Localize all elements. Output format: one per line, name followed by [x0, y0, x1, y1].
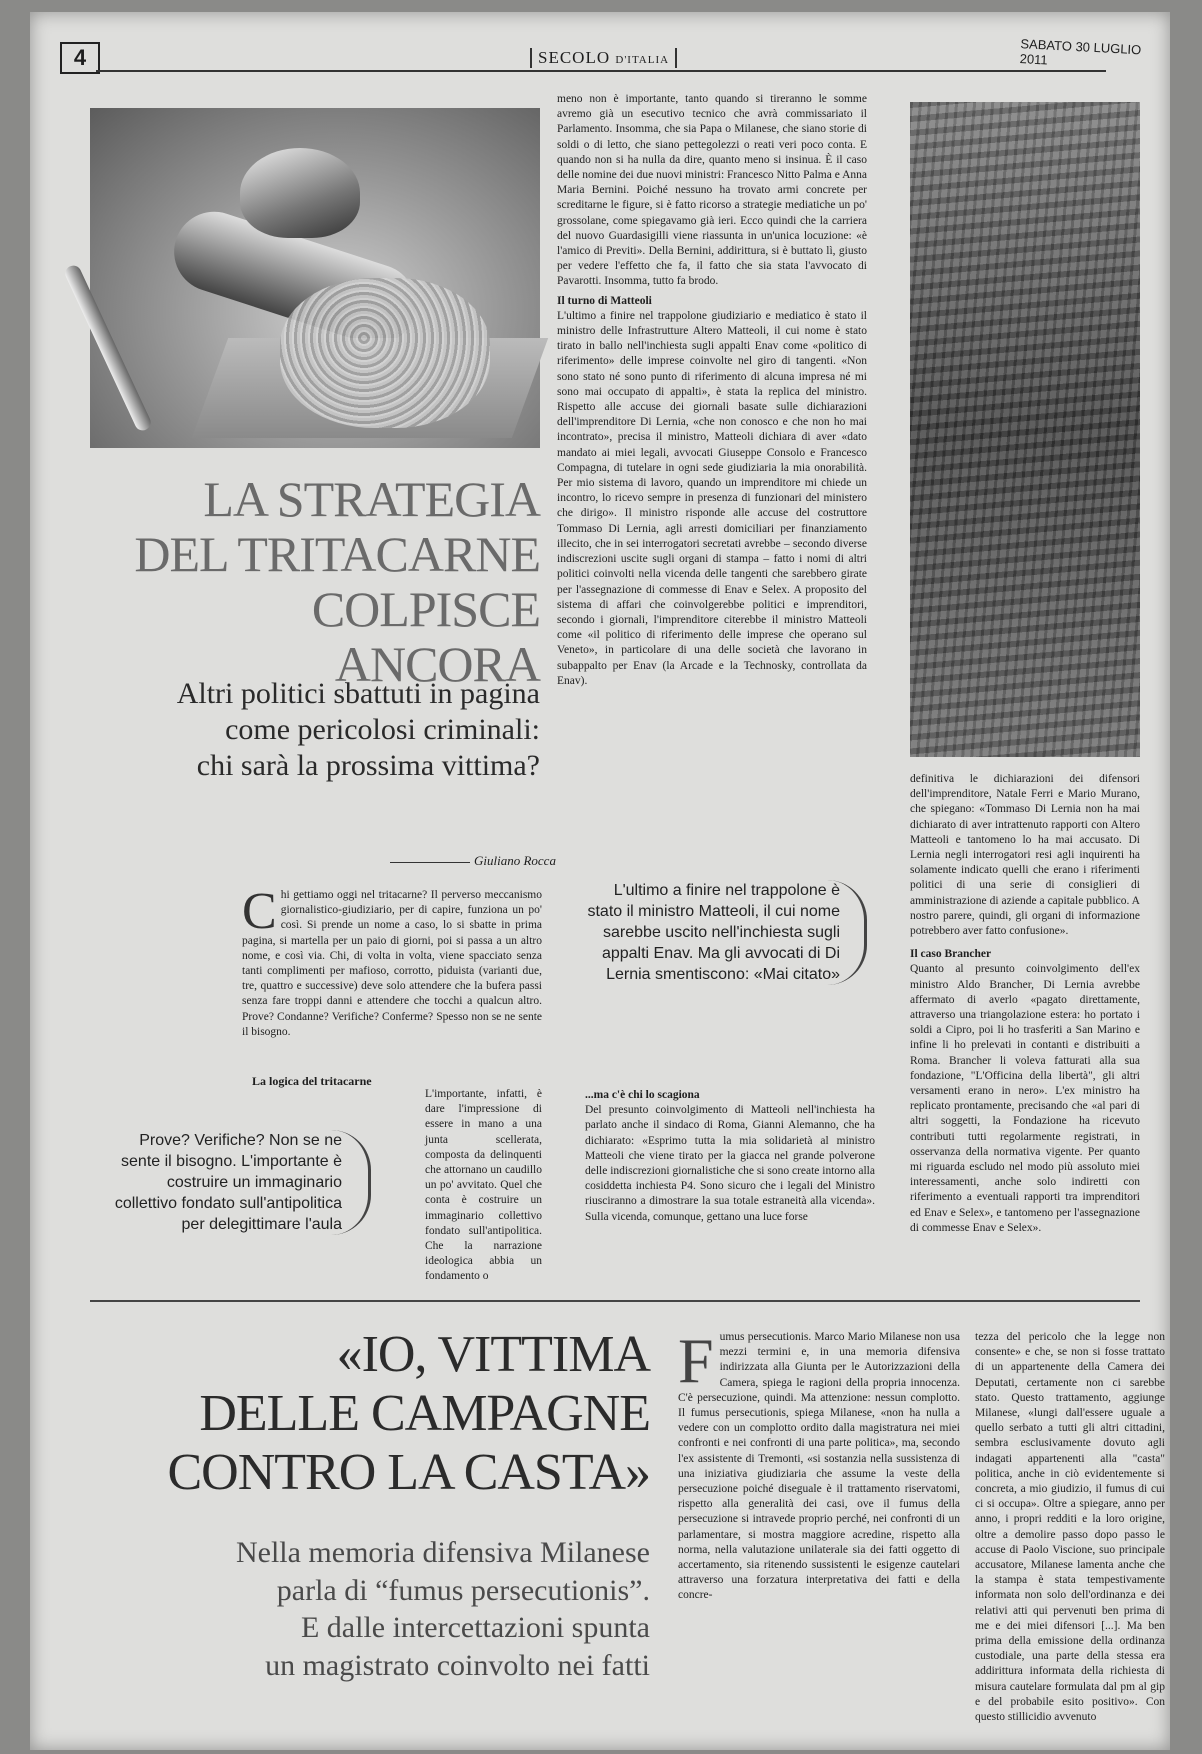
article2-text-1: umus persecutionis. Marco Mario Milanese non usa mezzi termini e, in una memoria difensiva indirizzata alla Giunta per le Autorizzazioni della Camera, spiega le ragioni della propria innocenza. C'è persecuzione, quindi. Ma attenzione: nessun complotto. Il fumus persecutionis, spiega Milanese, «non ha nulla a vedere con un complotto ordito dalla magistratura nei miei confronti e nei confronti di una parte politica», ma, secondo l'ex assistente di Tremonti, «si sostanzia nella sussistenza di una iniziativa giudiziaria che assume la veste della persecuzione poiché diseguale è il trattamento riservatomi, rispetto alla generalità dei casi, ove il fumus della persecuzione si intravede proprio perché, nei confronti di un parlamentare, si mostra maggiore acredine, rispetto alla norma, nella valutazione unilaterale sia dei fatti oggetto di accertamento, sia ritenendo sussistenti le esigenze cautelari attraverso una forzatura interpretativa dei fatti e della concre- — [678, 1331, 960, 1602]
mid-paragraph: meno non è importante, tanto quando si tireranno le somme avremo già un esecutivo tecnico che avrà commissariato il Parlamento. Insomma, che sia Papa o Milanese, che siano storie di soldi o di letto, che siano pettegolezzi o reati veri poco conta. E quando non si ha nulla da dire, quanto meno si insinua. È il caso delle nomine dei due nuovi ministri: Francesco Nitto Palma e Anna Maria Bernini. Poiché nessuno ha trovato armi concrete per screditarne le figure, si è fatto ricorso a strategie mediatiche un po' grossolane, come spiegavamo già ieri. Ecco quindi che la carriera del nuovo Guardasigilli viene riassunta in un'unica locuzione: «è l'amico di Previti». Della Bernini, addirittura, si è buttato lì, giusto per vedere l'effetto che fa, il fatto che sia stata l'avvocato di Pavarotti. Insomma, tutto fa brodo. — [557, 93, 867, 288]
article2-column-1 — [678, 1325, 960, 1604]
article1-headline — [100, 472, 540, 692]
drop-cap: F — [678, 1325, 714, 1396]
article2-column-2: tezza del pericolo che la legge non consente» e che, se non si fosse trattato di un appartenente della Camera dei Deputati, certamente non ci sarebbe stato. Questo trattamento, aggiunge Milanese, «lungi dall'essere uguale a quello serbato a tutti gli altri cittadini, sembra esclusivamente dovuto agli indagati appartenenti alla "casta" politica, anche in ciò evidentemente si concreta, a mio giudizio, il fumus di cui ci si occupa». Oltre a spiegare, anno per anno, i propri redditi e la loro origine, oltre a demolire passo dopo passo le accuse di Paolo Viscione, suo principale accusatore, Milanese lamenta anche che la stampa è stata tempestivamente informata non solo dell'ordinanza e dei relativi atti qui pervenuti ben prima di me e dei miei difensori [...]. Ma ben prima della emissione della ordinanza custodiale, una parte della stessa era addirittura informata della richiesta di misura cautelare formulata dal pm al gip e del probabile esito positivo». Con questo stillicidio avvenuto — [975, 1331, 1165, 1724]
subhead-line: Nella memoria difensiva Milanese — [235, 1536, 650, 1569]
grinder-body-shape — [240, 148, 360, 238]
parliament-photo — [910, 102, 1140, 757]
masthead-subtitle: D'ITALIA — [615, 54, 670, 66]
masthead — [530, 48, 677, 68]
right-paragraph: definitiva le dichiarazioni dei difensori dell'imprenditore, Natale Ferri e Mario Murano, che spiegano: «Tommaso Di Lernia non ha mai dichiarato di aver intrattenuto rapporti con Altero Matteoli e tantomeno lo ha mai accusato. Di Lernia negli interrogatori resi agli inquirenti ha solamente indicato quelli che erano i riferimenti politici di una serie di consiglieri di amministrazione di aziende a capitale pubblico. A nostro parere, quindi, gli organi di informazione potrebbero aver fatto confusione». — [910, 773, 1140, 938]
article2-headline — [90, 1326, 650, 1502]
meat-grinder-photo — [90, 108, 540, 448]
subhead-line: Altri politici sbattuti in pagina — [176, 677, 540, 710]
sindaco-paragraph: Del presunto coinvolgimento di Matteoli nell'inchiesta ha parlato anche il sindaco di Roma, Gianni Alemanno, che ha dichiarato: «Esprimo tutta la mia solidarietà al ministro Matteoli che viene tirato per la giacca nel grande polverone delle indiscrezioni giornalistiche che si sono create intorno alla cosiddetta inchiesta P4. Sono sicuro che i legali del Ministro riusciranno a dimostrare la sua totale estraneità alla vicenda». Sulla vicenda, comunque, gettano una luce forse — [585, 1104, 875, 1223]
headline-line: «IO, VITTIMA — [336, 1326, 650, 1383]
article1-subhead — [100, 676, 540, 784]
newspaper-page — [30, 12, 1170, 1750]
article2-subhead — [90, 1534, 650, 1684]
subhead-line: chi sarà la prossima vittima? — [196, 749, 540, 782]
subhead-line: E dalle intercettazioni spunta — [300, 1611, 650, 1644]
logica-text: L'importante, infatti, è dare l'impressione di essere in mano a una junta scellerata, composta da delinquenti che attornano un caudillo un po' avvitato. Quel che conta è costruire un immaginario collettivo fondato sull'antipolitica. Che la narrazione ideologica abbia un fondamento o — [425, 1088, 542, 1283]
article1-middle-column — [557, 92, 867, 689]
headline-line: DELLE CAMPAGNE — [199, 1384, 650, 1442]
brancher-paragraph: Quanto al presunto coinvolgimento dell'ex ministro Aldo Brancher, Di Lernia avrebbe affermato di averlo «pagato direttamente, attraverso una triangolazione estera: ho portato i soldi a Cipro, poi li ho trasferiti a San Marino e infine li ho prelevati in contanti e distribuiti a Roma. Brancher li voleva fatturati alla sua fondazione, "L'Officina della libertà", gli altri versamenti erano in nero». L'ex ministro ha replicato prontamente, precisando che «al pari di altri soggetti, la Fondazione ha ricevuto contributi tutti regolarmente registrati, in osservanza della normativa vigente. Per quanto mi riguarda escludo nel modo più assoluto miei interessamenti, anche solo indiretti con riferimento a eventuali rapporti tra imprenditori ed Enav e Selex», e tantomeno per l'assegnazione di commesse Enav e Selex». — [910, 963, 1140, 1234]
matteoli-paragraph: L'ultimo a finire nel trappolone giudiziario e mediatico è stato il ministro delle Infrastrutture Altero Matteoli, il cui nome è stato tirato in ballo nell'inchiesta sugli appalti Enav come «politico di riferimento» delle imprese coinvolte nel giro di tangenti. «Non sono stato né sono punto di riferimento di alcuna impresa né mi sono mai occupato di appalti», è stata la replica del ministro. Rispetto alle accuse dei giornali basate sulle dichiarazioni dell'imprenditore Di Lernia, «che non conosco e che non ho mai incontrato», precisa il ministro, Matteoli dichiara di aver «dato mandato ai miei legali, avvocati Giuseppe Consolo e Francesco Compagna, di tutelare in ogni sede giudiziaria la mia onorabilità. Per mio sistema di lavoro, quando un imprenditore mi chiede un incontro, lo ricevo sempre in presenza di funzionari del ministero che dirigo». Il ministro risponde alle accuse del costruttore Tommaso Di Lernia, agli arresti domiciliari per finanziamento illecito, che in sei interrogatori secretati avrebbe – secondo diverse indiscrezioni uscite sugli organi di stampa – fatto i nomi di altri politici coinvolti nella vicenda delle tangenti che sarebbero girate per l'assegnazione di commesse di Enav e Selex. A proposito del sistema di affari che coinvolgerebbe politici e imprenditori, secondo i giornali, l'imprenditore citerebbe il ministro Matteoli come «il politico di riferimento delle imprese che operano sul Veneto», in particolare di una delle società che lavorano in subappalto per Enav (la Arcade e la Technosky, controllata da Enav). — [557, 309, 867, 687]
article1-middle-lower — [585, 1084, 875, 1225]
masthead-title: SECOLO — [538, 48, 611, 67]
byline: Giuliano Rocca — [474, 853, 556, 868]
headline-line: CONTRO LA CASTA» — [167, 1443, 650, 1501]
subhead-line: un magistrato coinvolto nei fatti — [265, 1648, 650, 1682]
dateline: SABATO 30 LUGLIO 2011 — [1019, 36, 1142, 68]
headline-line: DEL TRITACARNE — [134, 526, 540, 582]
section-heading-matteoli: Il turno di Matteoli — [557, 294, 652, 307]
section-heading-scagiona: ...ma c'è chi lo scagiona — [585, 1089, 700, 1101]
article1-intro — [242, 883, 542, 1040]
page-number: 4 — [60, 42, 100, 74]
section-separator — [90, 1300, 1140, 1302]
drop-cap: C — [242, 883, 277, 940]
subhead-line: come pericolosi criminali: — [225, 713, 540, 746]
headline-line: LA STRATEGIA — [203, 471, 540, 527]
pull-quote: Prove? Verifiche? Non se ne sente il bisogno. L'importante è costruire un immaginario collettivo fondato sull'antipolitica per delegittimare l'aula — [112, 1130, 371, 1235]
intro-text: hi gettiamo oggi nel tritacarne? Il perverso meccanismo giornalistico-giudiziario, per di capire, funziona un po' così. Si prende un nome a caso, lo si sbatte in prima pagina, si martella per un paio di giorni, poi si passa a un altro nome, e così via. Chi, di volta in volta, viene spacciato senza tanti complimenti per mafioso, corrotto, piduista (varianti due, tre, quattro e successive) deve solo attendere che la bufera passi senza fare troppi danni e attendere che tocchi a qualcun altro. Prove? Condanne? Verifiche? Conferme? Spesso non se ne sente il bisogno. — [242, 889, 542, 1038]
section-heading-logica: La logica del tritacarne — [252, 1074, 372, 1088]
pull-quote: L'ultimo a finire nel trappolone è stato il ministro Matteoli, il cui nome sarebbe uscito nell'inchiesta sugli appalti Enav. Ma gli avvocati di Di Lernia smentiscono: «Mai citato» — [585, 880, 867, 985]
grinder-handle-shape — [63, 263, 154, 433]
subhead-line: parla di “fumus persecutionis”. — [276, 1573, 650, 1607]
headline-line: COLPISCE ANCORA — [311, 581, 540, 692]
minced-meat-shape — [280, 278, 490, 428]
article1-right-column — [910, 772, 1140, 1236]
header-rule — [96, 70, 1106, 72]
byline-rule — [390, 862, 470, 863]
section-heading-brancher: Il caso Brancher — [910, 948, 992, 961]
